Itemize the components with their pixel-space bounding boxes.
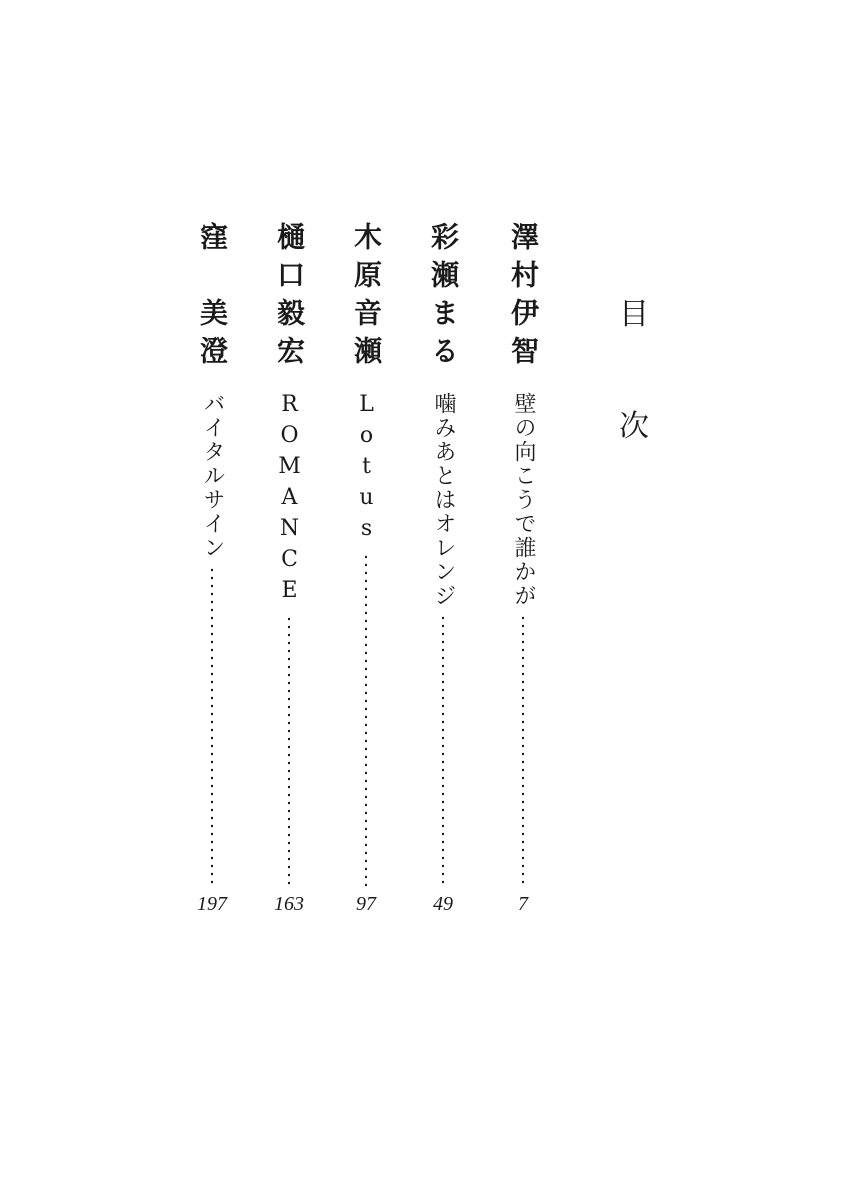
entry-page-number: 197 bbox=[197, 893, 227, 915]
entry-author: 窪 美澄 bbox=[196, 222, 229, 374]
toc-entry[interactable] bbox=[503, 0, 543, 1198]
entry-title-column bbox=[346, 392, 386, 888]
entry-author: 木原音瀬 bbox=[350, 222, 383, 374]
dot-leader bbox=[365, 553, 367, 888]
toc-entry[interactable] bbox=[423, 0, 463, 1198]
entry-title: バイタルサイン bbox=[200, 392, 225, 560]
entry-page-number: 97 bbox=[356, 893, 376, 915]
dot-leader bbox=[288, 615, 290, 888]
toc-heading-top: 目 bbox=[619, 297, 649, 332]
entry-author: 澤村伊智 bbox=[507, 222, 540, 374]
entry-title: Lotus bbox=[354, 392, 379, 547]
entry-title: 壁の向こうで誰かが bbox=[511, 392, 536, 608]
dot-leader bbox=[522, 614, 524, 888]
entry-title: 噛みあとはオレンジ bbox=[431, 392, 456, 608]
dot-leader bbox=[211, 566, 213, 888]
entry-title: ROMANCE bbox=[277, 392, 302, 609]
entry-title-column bbox=[269, 392, 309, 888]
dot-leader bbox=[442, 614, 444, 888]
entry-page-number: 163 bbox=[274, 893, 304, 915]
entry-author: 彩瀬まる bbox=[427, 222, 460, 374]
entry-title-column bbox=[423, 392, 463, 888]
toc-heading-bottom: 次 bbox=[619, 409, 649, 444]
entry-title-column bbox=[503, 392, 543, 888]
entry-page-number: 7 bbox=[518, 893, 528, 915]
toc-entry[interactable] bbox=[269, 0, 309, 1198]
toc-entry[interactable] bbox=[192, 0, 232, 1198]
entry-author: 樋口毅宏 bbox=[273, 222, 306, 374]
toc-entry[interactable] bbox=[346, 0, 386, 1198]
entry-page-number: 49 bbox=[433, 893, 453, 915]
entry-title-column bbox=[192, 392, 232, 888]
